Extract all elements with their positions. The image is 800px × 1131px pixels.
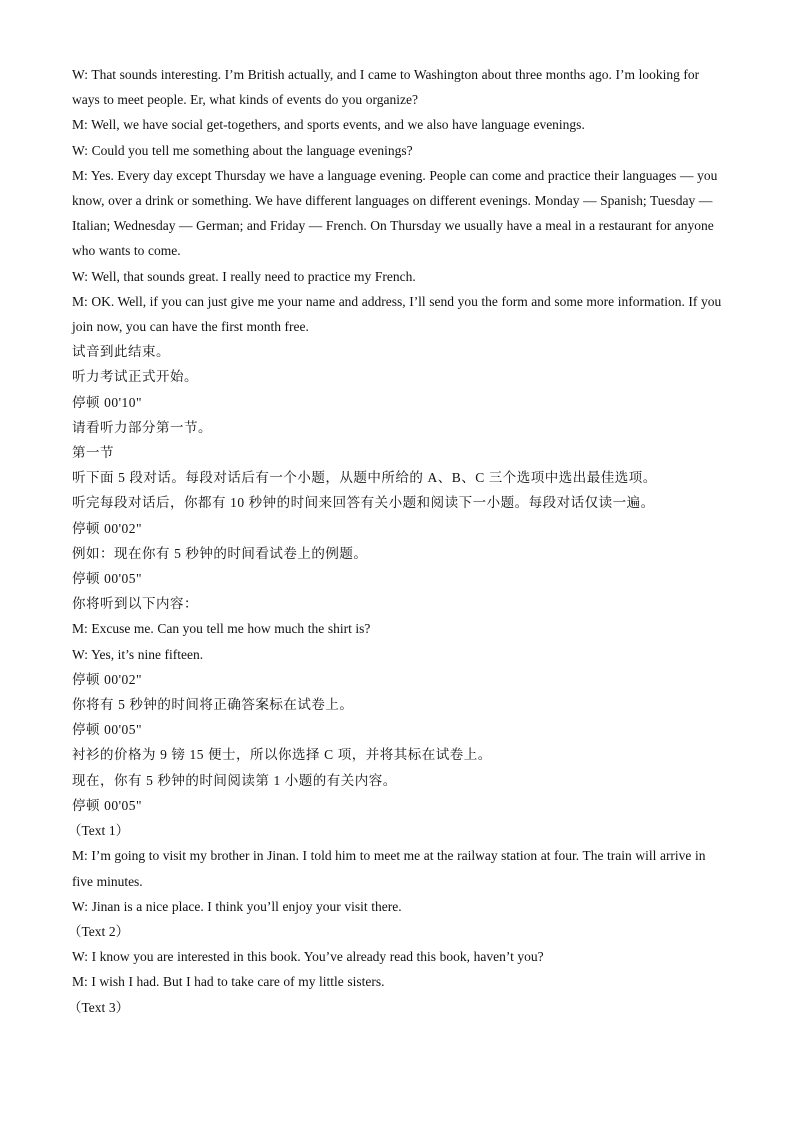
instruction-line: 衬衫的价格为 9 镑 15 便士，所以你选择 C 项，并将其标在试卷上。 bbox=[72, 747, 492, 763]
dialogue-line: M: Well, we have social get-togethers, and sports events, and we also have language evenings. bbox=[72, 117, 585, 133]
instruction-line: 你将有 5 秒钟的时间将正确答案标在试卷上。 bbox=[72, 697, 354, 713]
text-label: （Text 1） bbox=[68, 823, 130, 839]
instruction-line: 例如：现在你有 5 秒钟的时间看试卷上的例题。 bbox=[72, 545, 368, 561]
dialogue-line: M: OK. Well, if you can just give me your name and address, I’ll send you the form and some more information. If you join now, you can have the first month free. bbox=[72, 293, 722, 335]
dialogue-line: W: I know you are interested in this book. You’ve already read this book, haven’t you? bbox=[72, 949, 544, 965]
pause-line: 停顿 00'05" bbox=[72, 571, 143, 587]
instruction-line: 你将听到以下内容： bbox=[72, 596, 198, 612]
pause-line: 停顿 00'05" bbox=[72, 722, 143, 738]
instruction-line: 请看听力部分第一节。 bbox=[72, 419, 212, 435]
instruction-line: 听力考试正式开始。 bbox=[72, 369, 198, 385]
dialogue-line: M: Yes. Every day except Thursday we have a language evening. People can come and practice their languages — you know, over a drink or something. We have different languages on different evenings. Monday — Spanish; Tuesday — Italian; Wednesday — German; and Friday — French. On Thursday we usually have a meal in a restaurant for anyone who wants to come. bbox=[72, 167, 718, 259]
dialogue-line: W: That sounds interesting. I’m British actually, and I came to Washington about three months ago. I’m looking for ways to meet people. Er, what kinds of events do you organize? bbox=[72, 67, 700, 108]
instruction-line: 听下面 5 段对话。每段对话后有一个小题，从题中所给的 A、B、C 三个选项中选出最佳选项。 bbox=[72, 470, 657, 486]
document-page bbox=[68, 62, 730, 1020]
dialogue-line: M: I’m going to visit my brother in Jinan. I told him to meet me at the railway station at four. The train will arrive in five minutes. bbox=[72, 848, 706, 889]
dialogue-line: M: Excuse me. Can you tell me how much the shirt is? bbox=[72, 621, 371, 637]
instruction-line: 现在，你有 5 秒钟的时间阅读第 1 小题的有关内容。 bbox=[72, 772, 397, 788]
section-heading: 第一节 bbox=[72, 445, 114, 461]
pause-line: 停顿 00'05" bbox=[72, 797, 143, 813]
pause-line: 停顿 00'02" bbox=[72, 520, 143, 536]
pause-line: 停顿 00'02" bbox=[72, 671, 143, 687]
pause-line: 停顿 00'10" bbox=[72, 394, 143, 410]
dialogue-line: M: I wish I had. But I had to take care of my little sisters. bbox=[72, 974, 385, 990]
instruction-line: 听完每段对话后，你都有 10 秒钟的时间来回答有关小题和阅读下一小题。每段对话仅读一遍。 bbox=[72, 495, 655, 511]
dialogue-line: W: Could you tell me something about the language evenings? bbox=[72, 142, 413, 158]
dialogue-line: W: Yes, it’s nine fifteen. bbox=[72, 646, 204, 662]
instruction-line: 试音到此结束。 bbox=[72, 344, 170, 360]
text-label: （Text 3） bbox=[68, 999, 130, 1015]
text-label: （Text 2） bbox=[68, 923, 130, 939]
dialogue-line: W: Jinan is a nice place. I think you’ll enjoy your visit there. bbox=[72, 898, 402, 914]
dialogue-line: W: Well, that sounds great. I really need to practice my French. bbox=[72, 268, 416, 284]
